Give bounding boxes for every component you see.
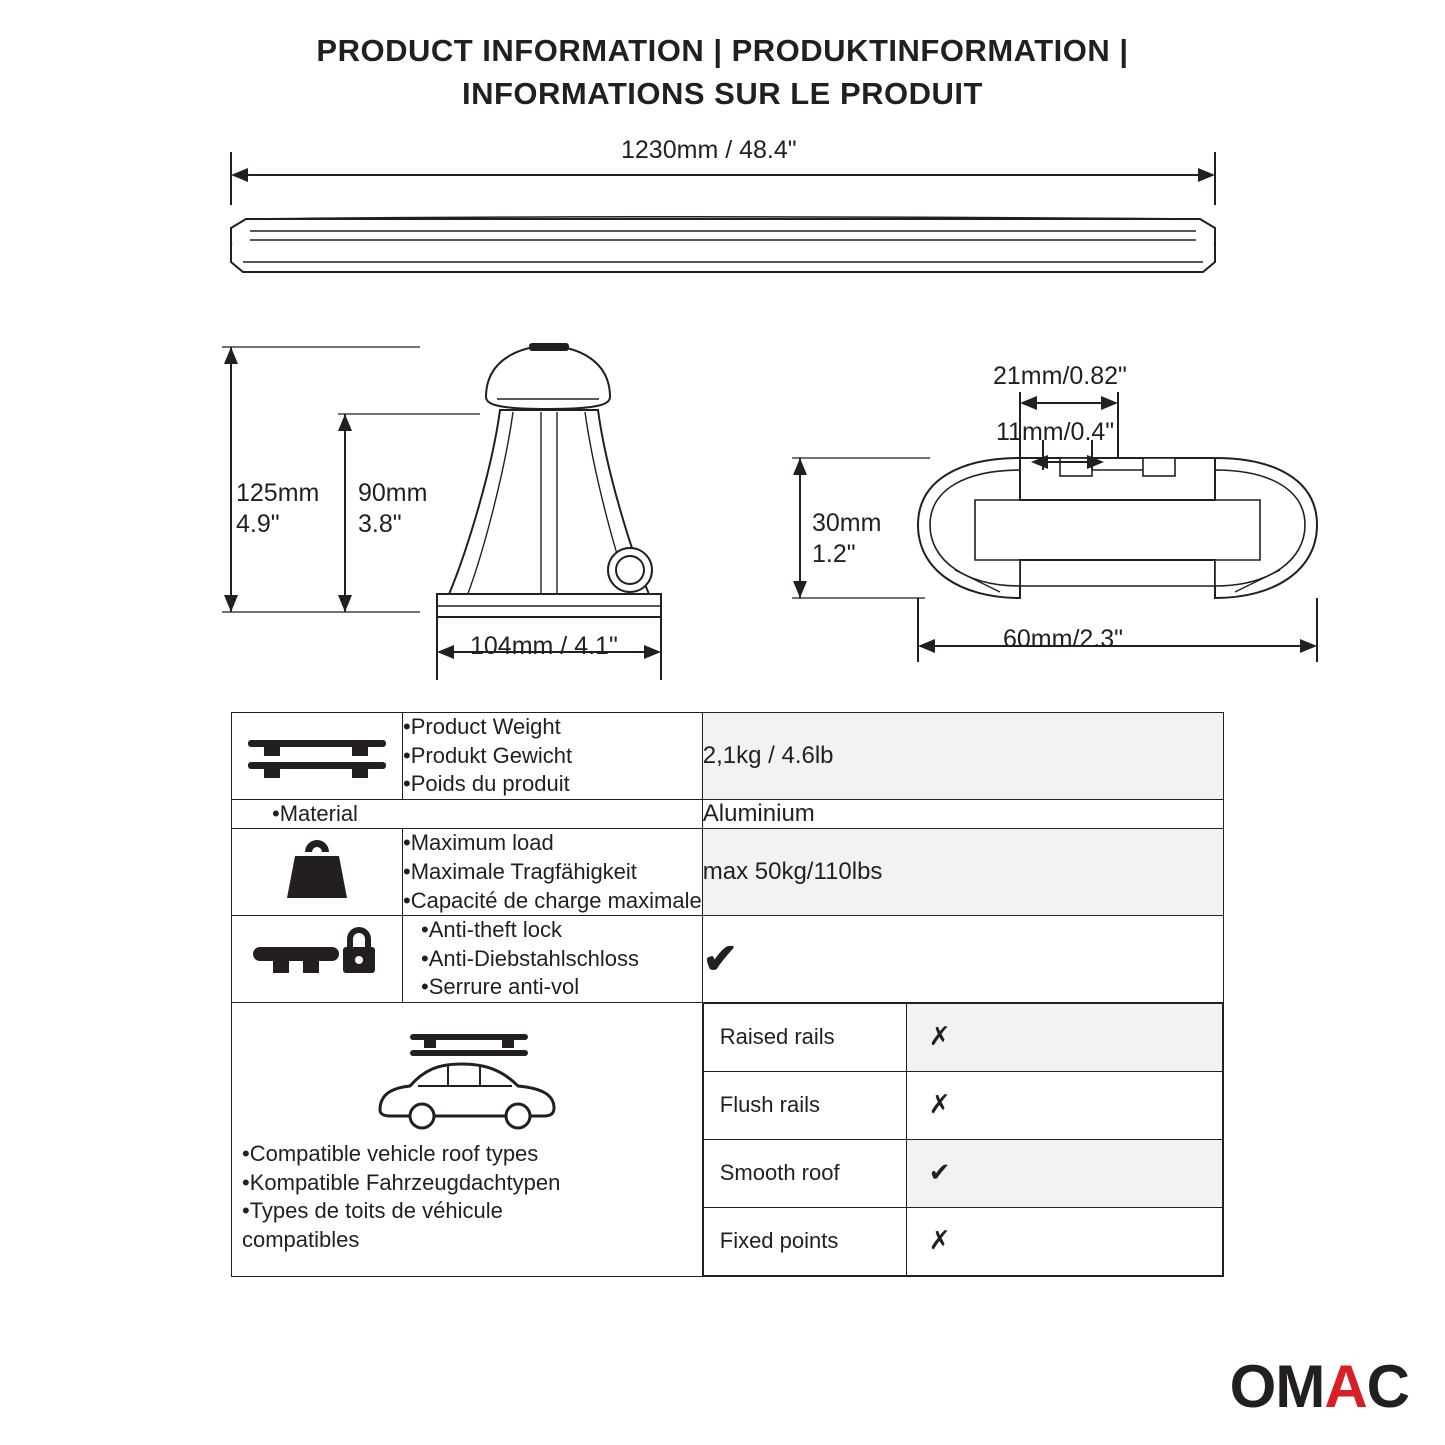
car-with-rack-icon — [362, 1024, 572, 1134]
roof-type-row — [703, 1139, 1222, 1207]
roof-type-mark-fixed — [906, 1207, 1222, 1275]
weight-label-de: •Produkt Gewicht — [403, 742, 573, 768]
compat-label-en: •Compatible vehicle roof types — [242, 1141, 539, 1167]
compat-label-fr: •Types de toits de véhicule — [242, 1198, 503, 1224]
crossbars-icon — [242, 722, 392, 784]
lock-check-icon: ✔ — [702, 935, 738, 983]
dimension-profile-height-line1: 30mm — [812, 509, 882, 537]
dimension-foot-height-total — [236, 478, 319, 539]
compatibility-label-cell — [232, 1002, 703, 1276]
cross-icon: ✗ — [928, 1089, 951, 1120]
lock-icon — [247, 921, 387, 991]
table-row — [232, 713, 1224, 800]
dimension-profile-height-line2: 1.2" — [812, 539, 856, 568]
compat-label-de: •Kompatible Fahrzeugdachtypen — [242, 1169, 561, 1195]
title-line-1: PRODUCT INFORMATION | PRODUKTINFORMATION | — [316, 33, 1129, 68]
lock-label-en: •Anti-theft lock — [421, 917, 562, 943]
dimension-foot-height-inner-line2: 3.8" — [358, 509, 402, 538]
logo-letter-m: M — [1275, 1353, 1325, 1420]
page-title — [0, 30, 1445, 116]
lock-label-fr: •Serrure anti-vol — [421, 974, 580, 1000]
roof-type-name-raised: Raised rails — [703, 1003, 906, 1071]
lock-icon-cell — [232, 916, 403, 1003]
maxload-value: max 50kg/110lbs — [702, 829, 1223, 916]
table-row — [232, 799, 1224, 829]
cross-icon: ✗ — [928, 1225, 951, 1256]
dimension-profile-slot-inner: 11mm/0.4" — [996, 418, 1115, 446]
weight-value: 2,1kg / 4.6lb — [702, 713, 1223, 800]
title-line-2: INFORMATIONS SUR LE PRODUIT — [462, 75, 983, 111]
logo-letter-c: C — [1366, 1353, 1409, 1420]
dimension-foot-height-inner-line1: 90mm — [358, 479, 428, 507]
logo-letter-o: O — [1229, 1353, 1276, 1420]
dimension-foot-width: 104mm / 4.1" — [470, 632, 618, 660]
weight-icon-cell — [232, 829, 403, 916]
dimension-profile-slot-outer: 21mm/0.82" — [993, 362, 1127, 390]
roof-type-mark-flush — [906, 1071, 1222, 1139]
weight-icon — [277, 834, 357, 904]
roof-type-row — [703, 1071, 1222, 1139]
maxload-label-fr: •Capacité de charge maximale — [403, 887, 702, 913]
lock-value — [702, 916, 1223, 1003]
table-row — [232, 829, 1224, 916]
dimension-foot-height-total-line2: 4.9" — [236, 509, 280, 538]
roof-type-name-fixed: Fixed points — [703, 1207, 906, 1275]
dimension-profile-width: 60mm/2.3" — [1003, 625, 1124, 653]
weight-label-cell — [403, 713, 703, 800]
compatibility-list-cell — [702, 1002, 1223, 1276]
lock-label-cell — [403, 916, 703, 1003]
cross-icon: ✗ — [928, 1021, 951, 1052]
specification-table — [231, 712, 1224, 1277]
roof-type-name-smooth: Smooth roof — [703, 1139, 906, 1207]
roof-type-table — [703, 1003, 1223, 1276]
weight-label-en: •Product Weight — [403, 714, 561, 739]
check-icon: ✔ — [928, 1157, 951, 1188]
crossbars-icon-cell — [232, 713, 403, 800]
compat-label-fr-cont: compatibles — [242, 1227, 360, 1253]
maxload-label-en: •Maximum load — [403, 830, 554, 856]
weight-label-fr: •Poids du produit — [403, 771, 570, 797]
compatibility-labels — [232, 1140, 702, 1254]
dimension-bar-length: 1230mm / 48.4" — [621, 136, 797, 164]
roof-type-row — [703, 1207, 1222, 1275]
lock-label-de: •Anti-Diebstahlschloss — [421, 945, 640, 971]
roof-type-mark-smooth — [906, 1139, 1222, 1207]
maxload-label-de: •Maximale Tragfähigkeit — [403, 858, 637, 884]
logo-letter-a: A — [1324, 1353, 1367, 1420]
table-row — [232, 916, 1224, 1003]
omac-logo — [1230, 1352, 1409, 1421]
dimension-foot-height-inner — [358, 478, 427, 539]
table-row-compatibility — [232, 1002, 1224, 1276]
roof-type-row — [703, 1003, 1222, 1071]
dimension-foot-height-total-line1: 125mm — [236, 479, 320, 507]
material-label-cell — [232, 799, 703, 829]
roof-type-name-flush: Flush rails — [703, 1071, 906, 1139]
material-value: Aluminium — [702, 799, 1223, 829]
roof-type-mark-raised — [906, 1003, 1222, 1071]
dimension-profile-height — [812, 508, 881, 569]
material-label: •Material — [272, 800, 358, 826]
maxload-label-cell — [403, 829, 703, 916]
